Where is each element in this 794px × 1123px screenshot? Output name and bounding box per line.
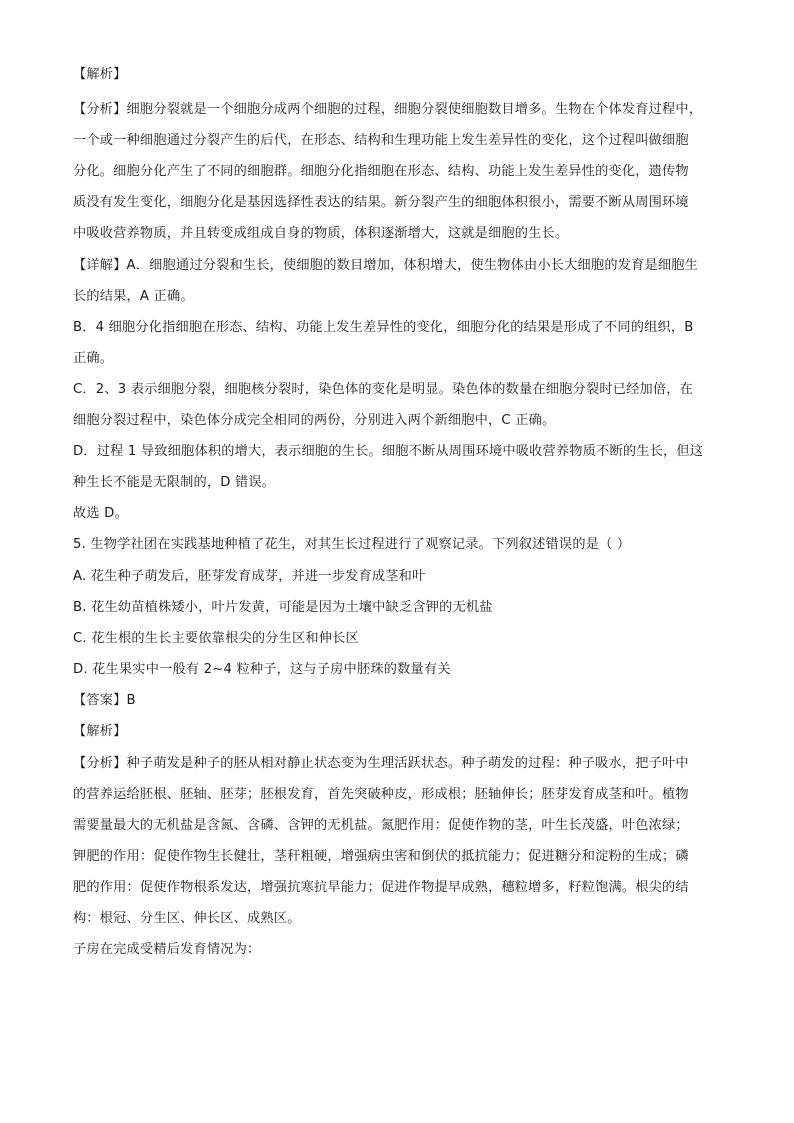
text-line: 【分析】细胞分裂就是一个细胞分成两个细胞的过程，细胞分裂使细胞数目增多。生物在个体发育过程中，	[73, 102, 703, 117]
text-line: B．4 细胞分化指细胞在形态、结构、功能上发生差异性的变化，细胞分化的结果是形成了不同的组织，B	[73, 320, 694, 335]
question-stem: 5. 生物学社团在实践基地种植了花生，对其生长过程进行了观察记录。下列叙述错误的是（ ）	[73, 537, 631, 552]
section-heading-analysis: 【解析】	[73, 67, 127, 82]
text-line: 钾肥的作用：促使作物生长健壮，茎秆粗硬，增强病虫害和倒伏的抵抗能力；促进糖分和淀粉的生成；磷	[73, 849, 689, 864]
text-line: 构：根冠、分生区、伸长区、成熟区。	[73, 911, 301, 926]
text-line: 故选 D。	[73, 506, 128, 521]
option-d: D. 花生果实中一般有 2~4 粒种子，这与子房中胚珠的数量有关	[73, 662, 451, 677]
option-a: A. 花生种子萌发后，胚芽发育成芽，并进一步发育成茎和叶	[73, 569, 426, 584]
option-c: C. 花生根的生长主要依靠根尖的分生区和伸长区	[73, 631, 359, 646]
text-line: 的营养运给胚根、胚轴、胚芽；胚根发育，首先突破种皮，形成根；胚轴伸长；胚芽发育成茎和叶。植物	[73, 787, 689, 802]
text-line: 【详解】A．细胞通过分裂和生长，使细胞的数目增加，体积增大，使生物体由小长大细胞的发育是细胞生	[73, 258, 699, 273]
text-line: 一个或一种细胞通过分裂产生的后代，在形态、结构和生理功能上发生差异性的变化，这个过程叫做细胞	[73, 133, 689, 148]
answer-line: 【答案】B	[73, 693, 136, 708]
text-line: 肥的作用：促使作物根系发达，增强抗寒抗旱能力；促进作物提早成熟，穗粒增多，籽粒饱满。根尖的结	[73, 880, 689, 895]
option-b: B. 花生幼苗植株矮小，叶片发黄，可能是因为土壤中缺乏含钾的无机盐	[73, 600, 493, 615]
text-line: 长的结果，A 正确。	[73, 289, 194, 304]
text-line: C．2、3 表示细胞分裂，细胞核分裂时，染色体的变化是明显。染色体的数量在细胞分裂时已经加倍，在	[73, 382, 694, 397]
text-line: 子房在完成受精后发育情况为：	[73, 942, 261, 957]
text-line: 种生长不能是无限制的，D 错误。	[73, 475, 276, 490]
text-line: 细胞分裂过程中，染色体分成完全相同的两份，分别进入两个新细胞中，C 正确。	[73, 413, 556, 428]
section-heading-analysis: 【解析】	[73, 724, 127, 739]
text-line: 中吸收营养物质，并且转变成组成自身的物质，体积逐渐增大，这就是细胞的生长。	[73, 226, 569, 241]
text-line: 正确。	[73, 351, 114, 366]
text-line: 质没有发生变化，细胞分化是基因选择性表达的结果。新分裂产生的细胞体积很小，需要不断从周围环境	[73, 195, 689, 210]
text-line: 需要量最大的无机盐是含氮、含磷、含钾的无机盐。氮肥作用：促使作物的茎，叶生长茂盛，叶色浓绿；	[73, 818, 689, 833]
text-line: D．过程 1 导致细胞体积的增大，表示细胞的生长。细胞不断从周围环境中吸收营养物质不断的生长，但这	[73, 444, 704, 459]
text-line: 分化。细胞分化产生了不同的细胞群。细胞分化指细胞在形态、结构、功能上发生差异性的变化，遗传物	[73, 164, 689, 179]
text-line: 【分析】种子萌发是种子的胚从相对静止状态变为生理活跃状态。种子萌发的过程：种子吸水，把子叶中	[73, 756, 689, 771]
